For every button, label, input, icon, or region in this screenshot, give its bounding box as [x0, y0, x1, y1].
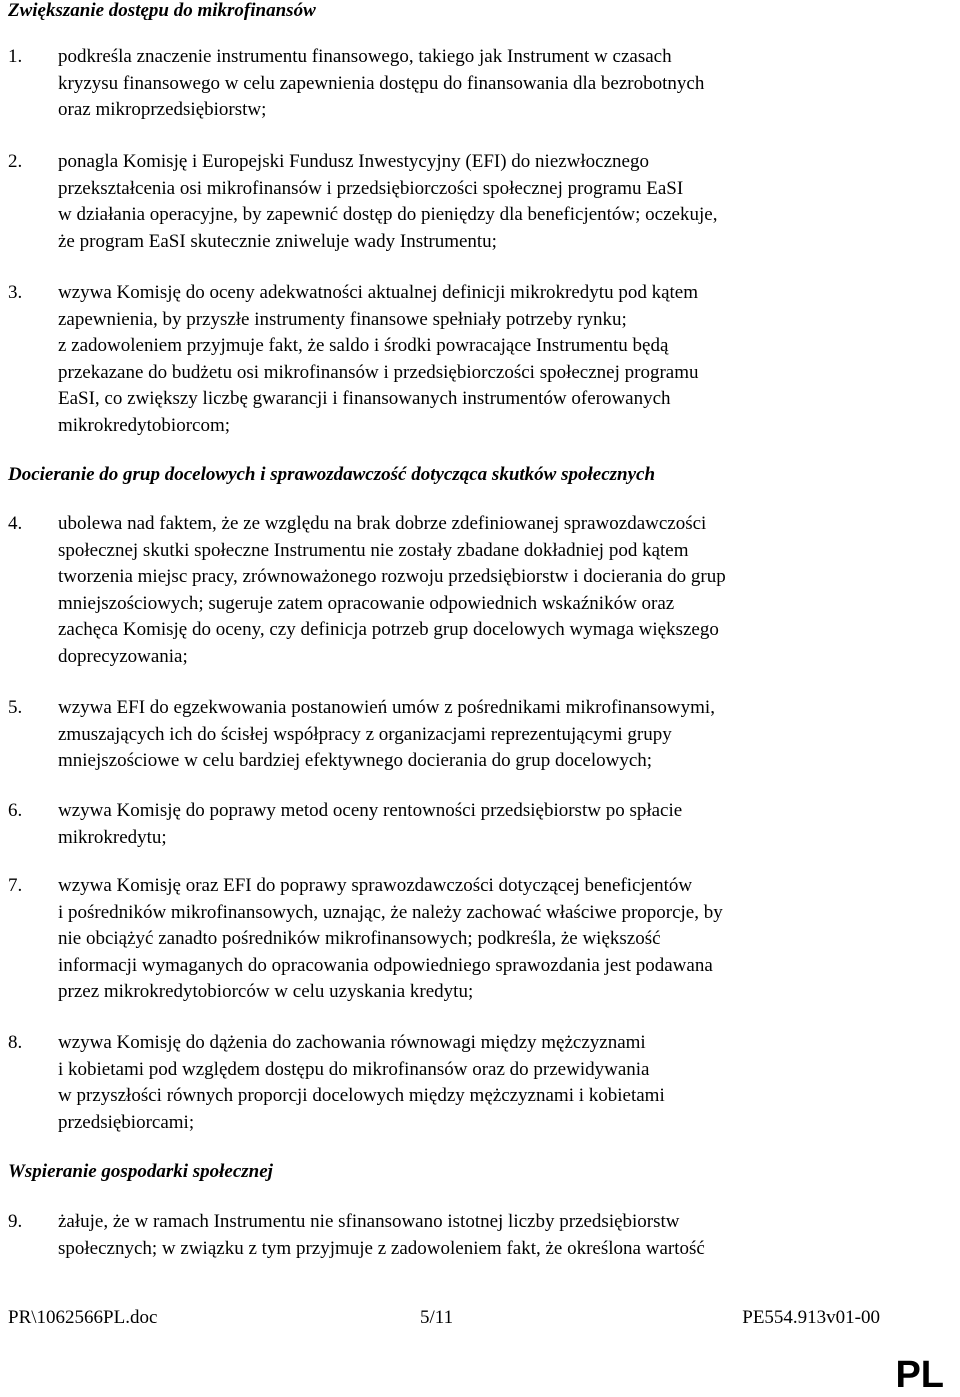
text-line: mniejszościowe w celu bardziej efektywnego docierania do grup docelowych;	[58, 750, 653, 771]
text-line: wzywa Komisję do poprawy metod oceny rentowności przedsiębiorstw po spłacie	[58, 800, 683, 821]
paragraph-text	[58, 44, 948, 124]
footer-page-number: 5/11	[420, 1307, 454, 1328]
text-line: że program EaSI skutecznie zniweluje wady Instrumentu;	[58, 230, 497, 252]
paragraph-number: 4.	[8, 513, 23, 534]
paragraph-number: 5.	[8, 697, 23, 718]
paragraph-text	[58, 798, 948, 851]
text-line: tworzenia miejsc pracy, zrównoważonego rozwoju przedsiębiorstw i docierania do grup	[58, 566, 726, 587]
text-line: przez mikrokredytobiorców w celu uzyskania kredytu;	[58, 981, 474, 1002]
text-line: wzywa Komisję do dążenia do zachowania równowagi między mężczyznami	[58, 1032, 646, 1053]
text-line: wzywa Komisję do oceny adekwatności aktualnej definicji mikrokredytu pod kątem	[58, 282, 699, 303]
text-line: mniejszościowych; sugeruje zatem opracowanie odpowiednich wskaźników oraz	[58, 592, 675, 614]
text-line: i kobietami pod względem dostępu do mikrofinansów oraz do przewidywania	[58, 1058, 650, 1080]
text-line: wzywa Komisję oraz EFI do poprawy sprawozdawczości dotyczącej beneficjentów	[58, 875, 693, 896]
text-line: oraz mikroprzedsiębiorstw;	[58, 99, 267, 120]
paragraph-text	[58, 873, 948, 1006]
page-footer	[0, 1304, 960, 1332]
section-heading-target-groups: Docieranie do grup docelowych i sprawozdawczość dotycząca skutków społecznych	[8, 464, 656, 485]
paragraph-text	[58, 695, 948, 775]
text-line: wzywa EFI do egzekwowania postanowień umów z pośrednikami mikrofinansowymi,	[58, 697, 715, 718]
paragraph-text	[58, 149, 948, 255]
text-line: społecznych; w związku z tym przyjmuje z zadowoleniem fakt, że określona wartość	[58, 1237, 705, 1259]
section-heading-access: Zwiększanie dostępu do mikrofinansów	[8, 0, 316, 21]
paragraph-number: 1.	[8, 46, 23, 67]
text-line: ubolewa nad faktem, że ze względu na brak dobrze zdefiniowanej sprawozdawczości	[58, 513, 707, 534]
text-line: zmuszających ich do ścisłej współpracy z organizacjami reprezentującymi grupy	[58, 723, 672, 745]
paragraph-number: 2.	[8, 151, 23, 172]
paragraph-text	[58, 1209, 948, 1262]
text-line: informacji wymaganych do opracowania odpowiedniego sprawozdania jest podawana	[58, 954, 713, 976]
language-mark: PL	[895, 1354, 944, 1396]
paragraph-text	[58, 1030, 948, 1136]
text-line: mikrokredytu;	[58, 826, 167, 848]
text-line: ponagla Komisję i Europejski Fundusz Inwestycyjny (EFI) do niezwłocznego	[58, 151, 649, 172]
text-line: podkreśla znaczenie instrumentu finansowego, takiego jak Instrument w czasach	[58, 46, 672, 67]
text-line: przekształcenia osi mikrofinansów i przedsiębiorczości społecznej programu EaSI	[58, 177, 684, 199]
text-line: społecznej skutki społeczne Instrumentu nie zostały zbadane dokładniej pod kątem	[58, 539, 689, 561]
paragraph-number: 7.	[8, 875, 23, 896]
footer-pe-number: PE554.913v01-00	[742, 1307, 880, 1328]
text-line: nie obciążyć zanadto pośredników mikrofinansowych; podkreśla, że większość	[58, 928, 661, 949]
text-line: EaSI, co zwiększy liczbę gwarancji i finansowanych instrumentów oferowanych	[58, 388, 671, 409]
section-heading-social-economy: Wspieranie gospodarki społecznej	[8, 1161, 273, 1182]
text-line: przedsiębiorcami;	[58, 1111, 195, 1133]
paragraph-number: 6.	[8, 800, 23, 821]
text-line: żałuje, że w ramach Instrumentu nie sfinansowano istotnej liczby przedsiębiorstw	[58, 1211, 680, 1232]
text-line: mikrokredytobiorcom;	[58, 414, 231, 436]
paragraph-number: 3.	[8, 282, 23, 303]
paragraph-number: 9.	[8, 1211, 23, 1232]
text-line: zapewnienia, by przyszłe instrumenty finansowe spełniały potrzeby rynku;	[58, 308, 627, 330]
paragraph-text	[58, 511, 948, 670]
text-line: w przyszłości równych proporcji docelowych między mężczyznami i kobietami	[58, 1085, 665, 1106]
text-line: doprecyzowania;	[58, 645, 188, 667]
text-line: zachęca Komisję do oceny, czy definicja potrzeb grup docelowych wymaga większego	[58, 619, 719, 640]
text-line: z zadowoleniem przyjmuje fakt, że saldo i środki powracające Instrumentu będą	[58, 335, 669, 356]
text-line: i pośredników mikrofinansowych, uznając, że należy zachować właściwe proporcje, by	[58, 901, 723, 923]
paragraph-number: 8.	[8, 1032, 23, 1053]
paragraph-text	[58, 280, 948, 439]
text-line: w działania operacyjne, by zapewnić dostęp do pieniędzy dla beneficjentów; oczekuje,	[58, 204, 718, 225]
footer-document-reference: PR\1062566PL.doc	[8, 1307, 158, 1328]
text-line: kryzysu finansowego w celu zapewnienia dostępu do finansowania dla bezrobotnych	[58, 72, 705, 94]
text-line: przekazane do budżetu osi mikrofinansów i przedsiębiorczości społecznej programu	[58, 361, 699, 383]
